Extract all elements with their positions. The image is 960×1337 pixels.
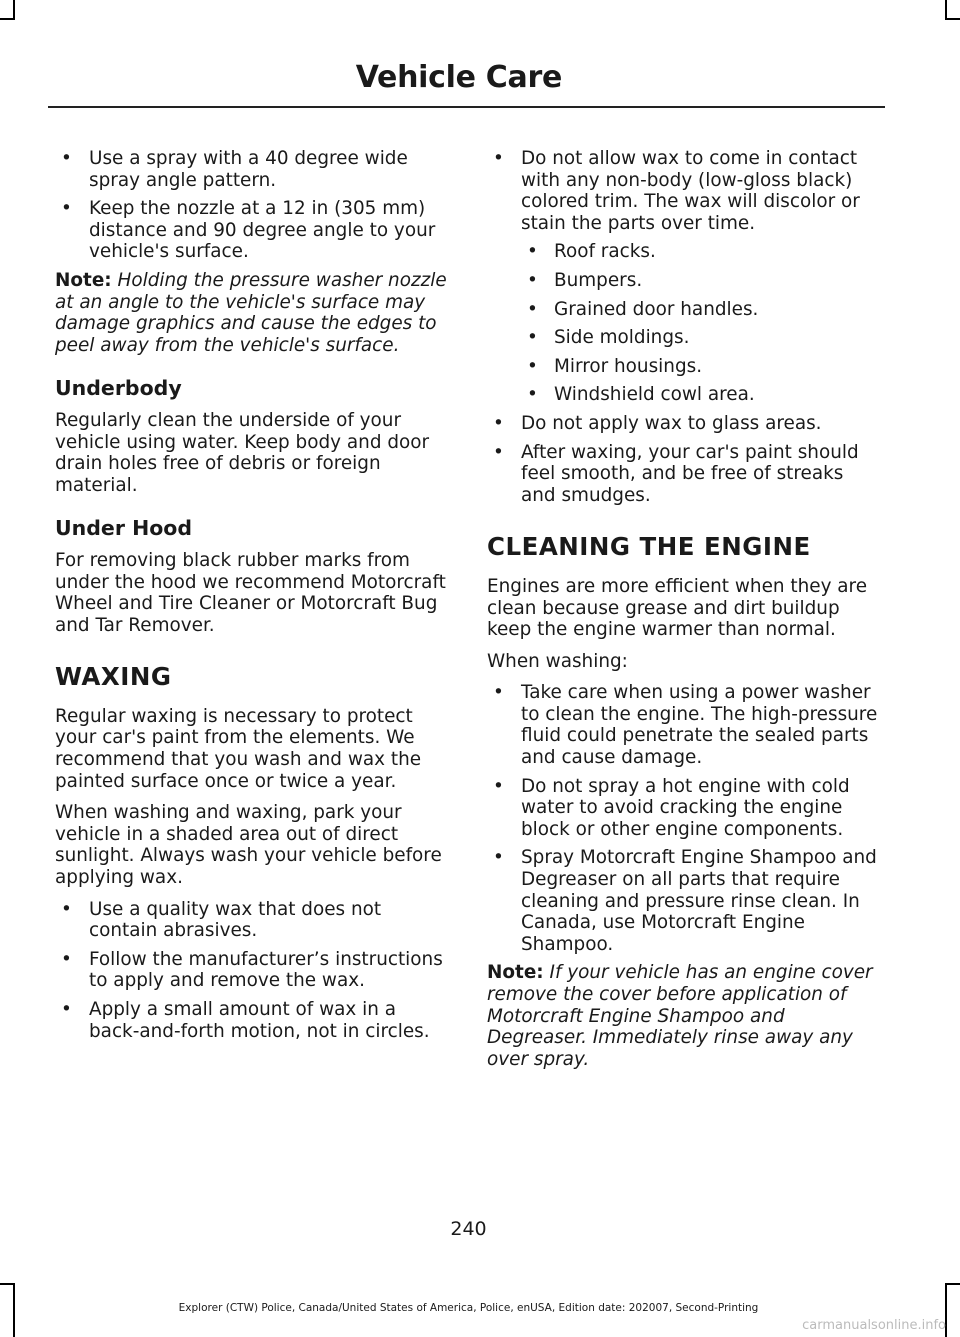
bullet-icon: • [61,948,72,970]
header-divider [48,106,885,108]
bullet-icon: • [493,775,504,797]
list-item: • Spray Motorcraft Engine Shampoo and Degreaser on all parts that require cleaning and pressure rinse clean. In Canada, use Motorcraft Engine Shampoo. [493,847,877,955]
list-item: • Keep the nozzle at a 12 in (305 mm) distance and 90 degree angle to your vehicle's surface. [61,198,436,263]
section-heading-cleaning-engine: CLEANING THE ENGINE [487,532,811,562]
list-item: • Do not apply wax to glass areas. [493,412,822,434]
list-item: • Use a spray with a 40 degree wide spray angle pattern. [61,148,408,191]
bullet-icon: • [61,148,72,169]
section-heading-underbody: Underbody [55,376,182,401]
watermark: carmanualsonline.info [802,1318,946,1333]
sub-list-item: • Side moldings. [527,327,690,349]
sub-list-item: • Windshield cowl area. [527,384,755,406]
bullet-icon: • [527,327,538,349]
bullet-icon: • [527,384,538,406]
bullet-icon: • [493,148,504,169]
crop-mark-top-right-v [945,0,947,20]
right-column [487,148,882,1080]
list-item: • Take care when using a power washer to clean the engine. The high-pressure fluid could penetrate the sealed parts and cause damage. [493,682,878,769]
section-heading-under-hood: Under Hood [55,516,193,541]
bullet-icon: • [527,355,538,377]
bullet-icon: • [527,298,538,320]
bullet-icon: • [493,441,504,463]
sub-list-item: • Grained door handles. [527,298,759,320]
bullet-icon: • [493,682,504,704]
list-item: • Do not spray a hot engine with cold water to avoid cracking the engine block or other engine components. [493,775,850,840]
section-heading-waxing: WAXING [55,662,172,692]
crop-mark-top-right-h [945,18,960,20]
paragraph: Regular waxing is necessary to protect your car's paint from the elements. We recommend that you wash and wax the painted surface once or twice a year. [55,705,422,792]
crop-mark-top-left-h [0,18,15,20]
bullet-icon: • [61,198,72,220]
list-item: • Use a quality wax that does not contain abrasives. [61,898,382,942]
paragraph: For removing black rubber marks from under the hood we recommend Motorcraft Wheel and Tire Cleaner or Motorcraft Bug and Tar Remover. [55,549,446,636]
paragraph: Regularly clean the underside of your vehicle using water. Keep body and door drain holes free of debris or foreign material. [55,409,430,496]
list-item: • Do not allow wax to come in contact with any non-body (low-gloss black) colored trim. The wax will discolor or stain the parts over time. [493,148,860,234]
note: Note: Holding the pressure washer nozzle at an angle to the vehicle's surface may damage graphics and cause the edges to peel away from the vehicle's surface. [55,269,447,356]
list-item: • After waxing, your car's paint should feel smooth, and be free of streaks and smudges. [493,441,859,506]
left-column [55,148,450,1049]
paragraph: When washing: [487,650,628,672]
paragraph: Engines are more efficient when they are clean because grease and dirt buildup keep the engine warmer than normal. [487,575,868,641]
crop-mark-top-left-v [13,0,15,20]
list-item: • Apply a small amount of wax in a back-and-forth motion, not in circles. [61,999,430,1042]
sub-list-item: • Bumpers. [527,269,643,291]
bullet-icon: • [527,241,538,263]
note: Note: If your vehicle has an engine cover remove the cover before application of Motorcraft Engine Shampoo and Degreaser. Immediately rinse away any over spray. [487,962,873,1070]
bullet-icon: • [61,999,72,1020]
bullet-icon: • [493,847,504,869]
paragraph: When washing and waxing, park your vehicle in a shaded area out of direct sunlight. Always wash your vehicle before applying wax. [55,802,442,889]
crop-mark-bottom-left-h [0,1283,15,1285]
footer-text: Explorer (CTW) Police, Canada/United States of America, Police, enUSA, Edition date: 202007, Second-Printing [178,1302,759,1314]
page-number: 240 [450,1218,487,1240]
page-title: Vehicle Care [355,60,562,95]
crop-mark-bottom-right-h [945,1283,960,1285]
sub-list-item: • Mirror housings. [527,355,703,377]
bullet-icon: • [527,269,538,291]
sub-list-item: • Roof racks. [527,241,656,263]
bullet-icon: • [61,898,72,920]
list-item: • Follow the manufacturer’s instructions to apply and remove the wax. [61,948,443,992]
bullet-icon: • [493,412,504,434]
